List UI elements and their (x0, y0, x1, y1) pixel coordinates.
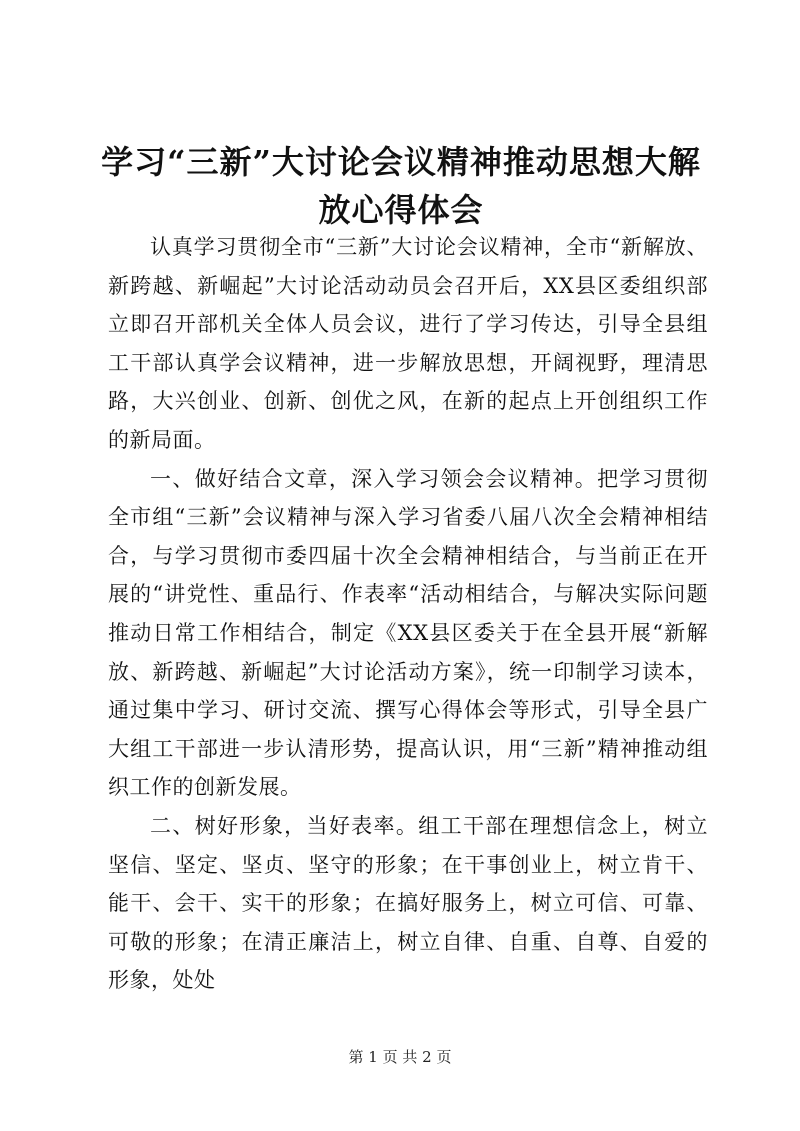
document-title: 学习“三新”大讨论会议精神推动思想大解放心得体会 (101, 143, 701, 229)
document-body (108, 228, 708, 1000)
paragraph-intro: 认真学习贯彻全市“三新”大讨论会议精神，全市“新解放、新跨越、新崛起”大讨论活动动员会召开后，XX县区委组织部立即召开部机关全体人员会议，进行了学习传达，引导全县组工干部认真学会议精神，进一步解放思想，开阔视野，理清思路，大兴创业、创新、创优之风，在新的起点上开创组织工作的新局面。 (108, 235, 708, 452)
paragraph-section-two: 二、树好形象，当好表率。组工干部在理想信念上，树立坚信、坚定、坚贞、坚守的形象；在干事创业上，树立肯干、能干、会干、实干的形象；在搞好服务上，树立可信、可靠、可敬的形象；在清正廉洁上，树立自律、自重、自尊、自爱的形象，处处 (108, 813, 708, 993)
paragraph-section-one: 一、做好结合文章，深入学习领会会议精神。把学习贯彻全市组“三新”会议精神与深入学习省委八届八次全会精神相结合，与学习贯彻市委四届十次全会精神相结合，与当前正在开展的“讲党性、重品行、作表率“活动相结合，与解决实际问题推动日常工作相结合，制定《XX县区委关于在全县开展“新解放、新跨越、新崛起”大讨论活动方案》，统一印制学习读本，通过集中学习、研讨交流、撰写心得体会等形式，引导全县广大组工干部进一步认清形势，提高认识，用“三新”精神推动组织工作的创新发展。 (108, 466, 708, 800)
page-number-footer: 第 1 页 共 2 页 (348, 1048, 452, 1066)
